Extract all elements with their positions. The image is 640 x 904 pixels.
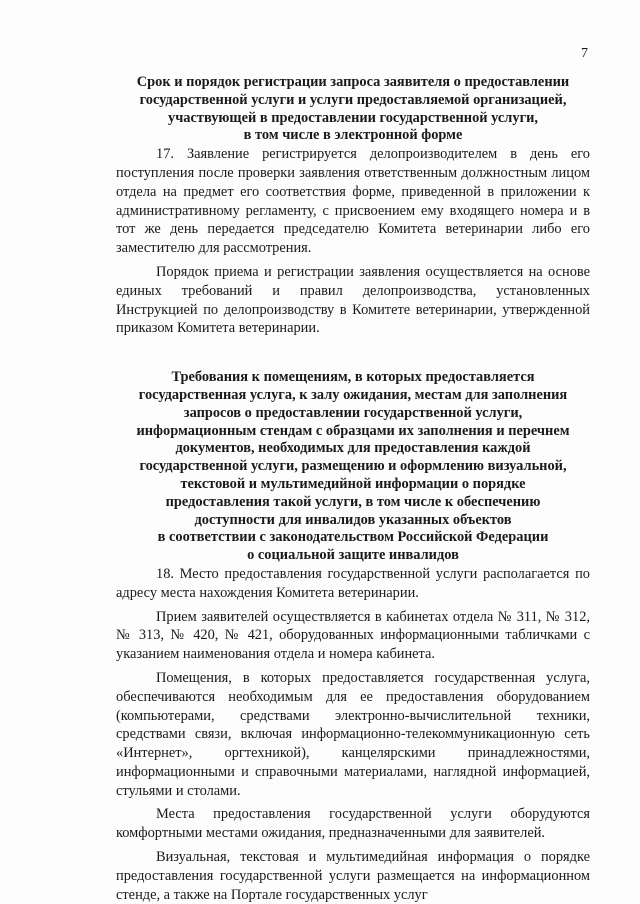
section-heading-premises-requirements [116, 369, 590, 565]
heading-line: государственной услуги и услуги предоставляемой организацией, [139, 91, 567, 108]
paragraph-premises-equipment: Помещения, в которых предоставляется государственная услуга, обеспечиваются необходимым для ее предоставления оборудованием (компьютерами, средствами электронно-вычислительной техники, средствами связи, включая информационно-телекоммуникационную сеть «Интернет», оргтехникой), канцелярскими принадлежностями, информационными и справочными материалами, наглядной информацией, стульями и столами. [116, 669, 590, 799]
heading-line: о социальной защите инвалидов [247, 547, 459, 564]
paragraph-registration-procedure: Порядок приема и регистрации заявления осуществляется на основе единых требований и правил делопроизводства, установленных Инструкцией по делопроизводству в Комитете ветеринарии, утвержденной приказом Комитета ветеринарии. [116, 263, 590, 337]
heading-line: государственной услуги, размещению и оформлению визуальной, [139, 458, 567, 475]
paragraph-17: 17. Заявление регистрируется делопроизводителем в день его поступления после проверки заявления ответственным должностным лицом отдела на предмет его соответствия форме, приведенной в приложении к административному регламенту, с присвоением ему входящего номера и в тот же день передается председателю Комитета ветеринарии либо его заместителю для рассмотрения. [116, 146, 590, 257]
heading-line: государственная услуга, к залу ожидания, местам для заполнения [138, 386, 568, 403]
heading-line: информационным стендам с образцами их заполнения и перечнем [136, 422, 570, 439]
section-heading-registration [116, 74, 590, 145]
paragraph-visual-information: Визуальная, текстовая и мультимедийная информация о порядке предоставления государственной услуги размещается на информационном стенде, а также на Портале государственных услуг [116, 849, 590, 903]
heading-line: запросов о предоставлении государственной услуги, [183, 404, 523, 421]
heading-line: участвующей в предоставлении государственной услуги, [168, 109, 538, 126]
paragraph-waiting-places: Места предоставления государственной услуги оборудуются комфортными местами ожидания, предназначенными для заявителей. [116, 806, 590, 842]
heading-line: в соответствии с законодательством Российской Федерации [157, 529, 549, 546]
heading-line: Срок и порядок регистрации запроса заявителя о предоставлении [136, 74, 570, 90]
paragraph-18: 18. Место предоставления государственной услуги располагается по адресу места нахождения Комитета ветеринарии. [116, 565, 590, 601]
heading-line: в том числе в электронной форме [243, 127, 463, 144]
paragraph-reception-rooms: Прием заявителей осуществляется в кабинетах отдела № 311, № 312, № 313, № 420, № 421, оборудованных информационными табличками с указанием наименования отдела и номера кабинета. [116, 608, 590, 663]
document-body [116, 74, 590, 904]
heading-line: документов, необходимых для предоставления каждой [175, 440, 531, 457]
heading-line: текстовой и мультимедийной информации о порядке [180, 475, 526, 492]
heading-line: предоставления такой услуги, в том числе к обеспечению [165, 493, 541, 510]
page-number: 7 [581, 46, 588, 61]
heading-line: доступности для инвалидов указанных объектов [194, 511, 512, 528]
heading-line: Требования к помещениям, в которых предоставляется [171, 369, 535, 386]
